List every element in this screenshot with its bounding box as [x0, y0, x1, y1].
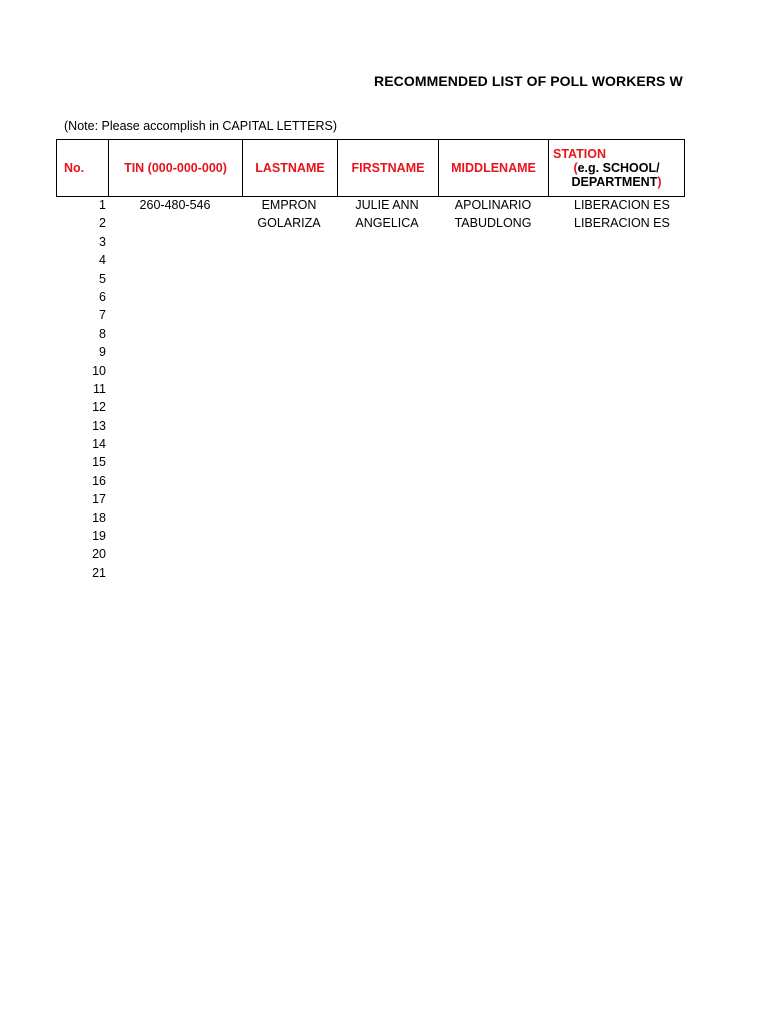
middlename-cell: TABUDLONG: [454, 216, 532, 231]
row-number: 16: [92, 473, 106, 488]
middlename-cell: APOLINARIO: [454, 198, 532, 212]
station-cell: LIBERACION ES: [574, 216, 670, 231]
station-open-paren: (: [573, 161, 578, 175]
station-example-line2: [549, 175, 684, 189]
row-number: 8: [99, 326, 106, 341]
lastname-cell: EMPRON: [261, 198, 317, 212]
header-table: [56, 139, 685, 197]
document-title: RECOMMENDED LIST OF POLL WORKERS W: [374, 73, 683, 89]
row-number: 19: [92, 529, 106, 544]
row-number: 7: [99, 308, 106, 323]
station-example-text: e.g. SCHOOL/: [577, 161, 660, 175]
lastname-cell: GOLARIZA: [257, 216, 321, 231]
column-header-middlename: MIDDLENAME: [439, 140, 549, 197]
station-example-line1: [549, 161, 684, 175]
column-header-no: No.: [57, 140, 109, 197]
row-number: 21: [92, 565, 106, 580]
row-number: 20: [92, 547, 106, 562]
column-header-firstname: FIRSTNAME: [338, 140, 439, 197]
row-number: 13: [92, 418, 106, 433]
firstname-cell: JULIE ANN: [355, 198, 419, 212]
station-close-paren: ): [657, 175, 662, 189]
row-number: 10: [92, 363, 106, 378]
row-number: 15: [92, 455, 106, 470]
row-number: 9: [99, 345, 106, 360]
tin-cell: 260-480-546: [139, 198, 211, 212]
station-example-text2: DEPARTMENT: [571, 175, 658, 189]
row-number: 14: [92, 437, 106, 452]
station-cell: LIBERACION ES: [574, 198, 670, 212]
row-number: 17: [92, 492, 106, 507]
column-header-tin: TIN (000-000-000): [109, 140, 243, 197]
firstname-cell: ANGELICA: [355, 216, 419, 231]
row-number: 18: [92, 510, 106, 525]
row-number: 12: [92, 400, 106, 415]
row-number: 2: [99, 216, 106, 231]
row-number: 5: [99, 271, 106, 286]
column-header-lastname: LASTNAME: [243, 140, 338, 197]
instruction-note: (Note: Please accomplish in CAPITAL LETTERS): [64, 119, 338, 133]
row-number: 3: [99, 234, 106, 249]
row-number: 4: [99, 253, 106, 268]
row-number: 11: [93, 381, 106, 396]
row-number: 6: [99, 289, 106, 304]
row-number: 1: [99, 198, 106, 212]
station-title: STATION: [553, 147, 607, 161]
column-header-station: [549, 140, 685, 197]
